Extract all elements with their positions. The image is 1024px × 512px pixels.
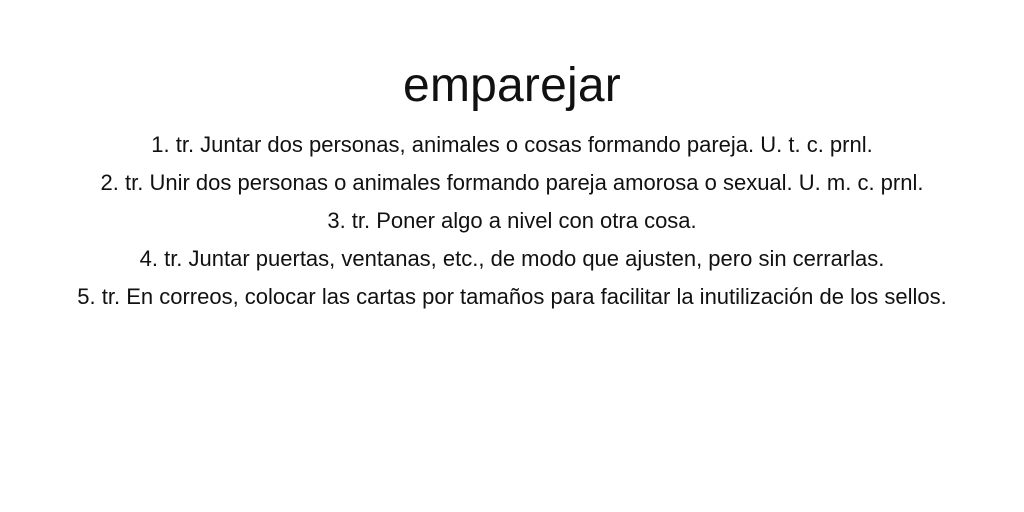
definition-1: 1. tr. Juntar dos personas, animales o cosas formando pareja. U. t. c. prnl. (151, 132, 873, 157)
definition-4: 4. tr. Juntar puertas, ventanas, etc., de modo que ajusten, pero sin cerrarlas. (139, 246, 885, 271)
definition-list (57, 126, 967, 316)
definition-3: 3. tr. Poner algo a nivel con otra cosa. (327, 208, 697, 233)
headword-title: emparejar (403, 59, 621, 112)
definition-2: 2. tr. Unir dos personas o animales formando pareja amorosa o sexual. U. m. c. prnl. (100, 170, 924, 195)
definition-5: 5. tr. En correos, colocar las cartas por tamaños para facilitar la inutilización de los sellos. (77, 284, 947, 309)
